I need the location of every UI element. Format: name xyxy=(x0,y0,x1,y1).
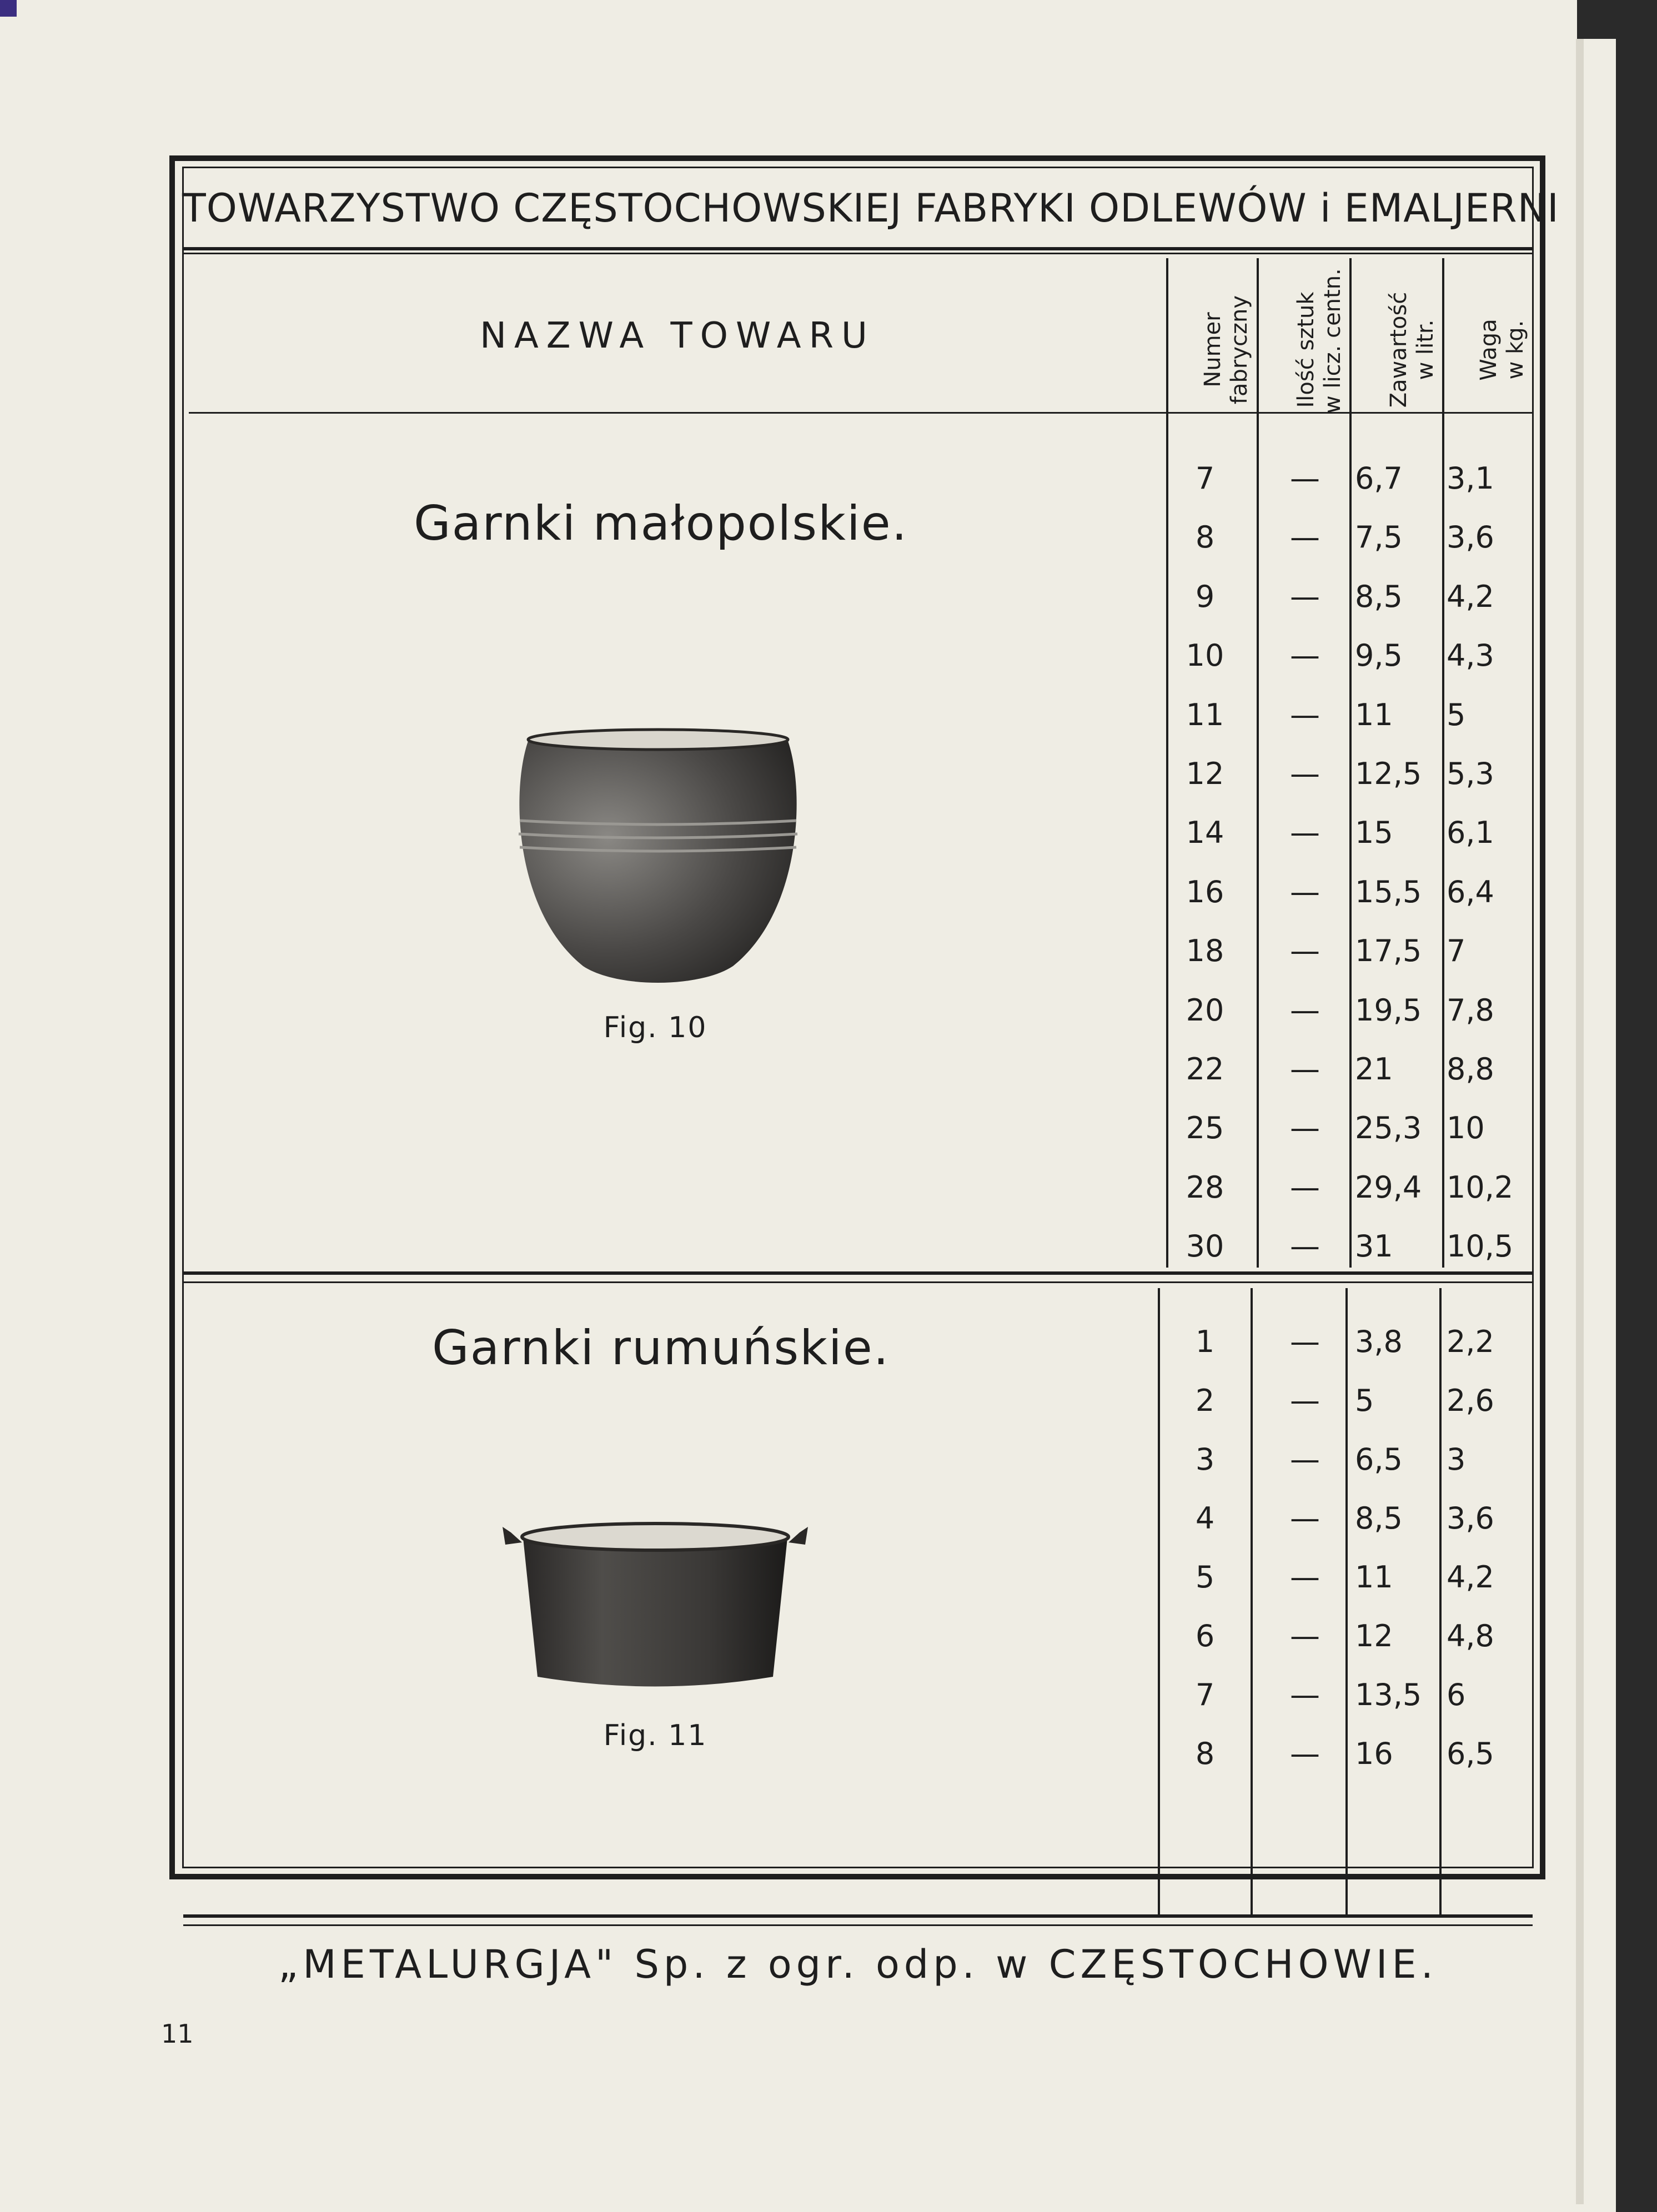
column-header-capacity: Zawartość w litr. xyxy=(1386,291,1438,408)
cell-qty: — xyxy=(1290,697,1320,732)
column-divider-2 xyxy=(1257,258,1259,1268)
figure-caption-11: Fig. 11 xyxy=(603,1719,707,1752)
cell-number: 7 xyxy=(1195,1677,1215,1712)
scan-background-strip xyxy=(1577,0,1657,39)
cell-qty: — xyxy=(1290,638,1320,673)
cell-number: 8 xyxy=(1195,520,1215,555)
section-divider xyxy=(183,1271,1533,1275)
cell-number: 22 xyxy=(1186,1052,1224,1087)
cell-number: 28 xyxy=(1186,1169,1224,1205)
cell-number: 11 xyxy=(1186,697,1224,732)
cell-capacity: 12,5 xyxy=(1355,756,1422,791)
cell-capacity: 19,5 xyxy=(1355,992,1422,1028)
cell-weight: 6 xyxy=(1447,1677,1466,1712)
cell-number: 1 xyxy=(1195,1324,1215,1359)
cell-capacity: 15 xyxy=(1355,815,1393,851)
cell-qty: — xyxy=(1290,1677,1320,1712)
cell-weight: 4,2 xyxy=(1447,1560,1494,1595)
column-divider-3 xyxy=(1349,258,1352,1268)
cell-weight: 10,5 xyxy=(1447,1229,1514,1264)
cell-capacity: 6,7 xyxy=(1355,461,1403,496)
cell-number: 18 xyxy=(1186,933,1224,969)
cell-qty: — xyxy=(1290,874,1320,909)
cell-number: 4 xyxy=(1195,1501,1215,1536)
cell-qty: — xyxy=(1290,1169,1320,1205)
cell-number: 10 xyxy=(1186,638,1224,673)
cell-qty: — xyxy=(1290,520,1320,555)
cell-weight: 8,8 xyxy=(1447,1052,1494,1087)
straight-pot-with-handles-icon xyxy=(500,1510,811,1693)
cell-weight: 3,1 xyxy=(1447,461,1494,496)
cell-qty: — xyxy=(1290,1618,1320,1653)
page-title: TOWARZYSTWO CZĘSTOCHOWSKIEJ FABRYKI ODLEWÓW i EMALJERNI xyxy=(182,185,1559,231)
cell-weight: 2,2 xyxy=(1447,1324,1494,1359)
cell-number: 16 xyxy=(1186,874,1224,909)
section-title-rumunskie: Garnki rumuńskie. xyxy=(431,1320,890,1376)
cell-weight: 10 xyxy=(1447,1110,1485,1146)
round-cooking-pot-icon xyxy=(516,727,800,988)
cell-weight: 7,8 xyxy=(1447,992,1494,1028)
column-header-name: NAZWA TOWARU xyxy=(480,315,875,356)
cell-qty: — xyxy=(1290,1324,1320,1359)
cell-weight: 3,6 xyxy=(1447,520,1494,555)
footer-divider-thin xyxy=(183,1924,1533,1926)
page-edge xyxy=(1576,39,1584,2204)
cell-capacity: 13,5 xyxy=(1355,1677,1422,1712)
cell-capacity: 29,4 xyxy=(1355,1169,1422,1205)
cell-capacity: 11 xyxy=(1355,1560,1393,1595)
cell-number: 9 xyxy=(1195,579,1215,614)
cell-capacity: 21 xyxy=(1355,1052,1393,1087)
cell-qty: — xyxy=(1290,1560,1320,1595)
column-divider-1b xyxy=(1158,1288,1160,1916)
cell-weight: 5 xyxy=(1447,697,1466,732)
cell-qty: — xyxy=(1290,1736,1320,1771)
cell-qty: — xyxy=(1290,579,1320,614)
cell-capacity: 15,5 xyxy=(1355,874,1422,909)
column-divider-4b xyxy=(1439,1288,1442,1916)
cell-capacity: 7,5 xyxy=(1355,520,1403,555)
cell-weight: 4,2 xyxy=(1447,579,1494,614)
cell-weight: 3 xyxy=(1447,1442,1466,1477)
cell-qty: — xyxy=(1290,1110,1320,1146)
footer-company: „METALURGJA" Sp. z ogr. odp. w CZĘSTOCHOWIE. xyxy=(278,1942,1438,1987)
cell-number: 30 xyxy=(1186,1229,1224,1264)
column-divider-4 xyxy=(1442,258,1444,1268)
cell-capacity: 12 xyxy=(1355,1618,1393,1653)
cell-capacity: 6,5 xyxy=(1355,1442,1403,1477)
column-header-quantity: Ilość sztuk w licz. centn. xyxy=(1293,268,1345,414)
cell-capacity: 31 xyxy=(1355,1229,1393,1264)
cell-weight: 6,1 xyxy=(1447,815,1494,851)
cell-weight: 10,2 xyxy=(1447,1169,1514,1205)
cell-qty: — xyxy=(1290,1501,1320,1536)
cell-capacity: 17,5 xyxy=(1355,933,1422,969)
column-divider-2b xyxy=(1251,1288,1253,1916)
cell-number: 7 xyxy=(1195,461,1215,496)
section-divider-thin xyxy=(183,1281,1533,1283)
cell-number: 12 xyxy=(1186,756,1224,791)
cell-capacity: 9,5 xyxy=(1355,638,1403,673)
cell-weight: 5,3 xyxy=(1447,756,1494,791)
cell-qty: — xyxy=(1290,933,1320,969)
title-divider xyxy=(183,247,1533,250)
cell-qty: — xyxy=(1290,461,1320,496)
cell-weight: 4,8 xyxy=(1447,1618,1494,1653)
cell-number: 8 xyxy=(1195,1736,1215,1771)
cell-capacity: 16 xyxy=(1355,1736,1393,1771)
cell-capacity: 11 xyxy=(1355,697,1393,732)
cell-qty: — xyxy=(1290,1052,1320,1087)
cell-qty: — xyxy=(1290,815,1320,851)
column-header-weight: Waga w kg. xyxy=(1476,319,1528,381)
column-divider-3b xyxy=(1345,1288,1348,1916)
cell-qty: — xyxy=(1290,1383,1320,1418)
cell-number: 2 xyxy=(1195,1383,1215,1418)
cell-number: 5 xyxy=(1195,1560,1215,1595)
cell-capacity: 8,5 xyxy=(1355,1501,1403,1536)
cell-weight: 6,4 xyxy=(1447,874,1494,909)
cell-qty: — xyxy=(1290,1229,1320,1264)
title-divider-thin xyxy=(183,253,1533,254)
cell-weight: 4,3 xyxy=(1447,638,1494,673)
cell-weight: 3,6 xyxy=(1447,1501,1494,1536)
column-header-number: Numer fabryczny xyxy=(1200,295,1252,405)
figure-caption-10: Fig. 10 xyxy=(603,1011,707,1044)
scan-corner-mark xyxy=(0,0,17,17)
cell-number: 20 xyxy=(1186,992,1224,1028)
cell-number: 14 xyxy=(1186,815,1224,851)
section-title-malopolskie: Garnki małopolskie. xyxy=(413,496,908,551)
cell-capacity: 8,5 xyxy=(1355,579,1403,614)
cell-number: 6 xyxy=(1195,1618,1215,1653)
cell-weight: 7 xyxy=(1447,933,1466,969)
cell-qty: — xyxy=(1290,992,1320,1028)
cell-weight: 6,5 xyxy=(1447,1736,1494,1771)
cell-capacity: 3,8 xyxy=(1355,1324,1403,1359)
cell-number: 25 xyxy=(1186,1110,1224,1146)
cell-qty: — xyxy=(1290,1442,1320,1477)
footer-divider xyxy=(183,1914,1533,1918)
cell-number: 3 xyxy=(1195,1442,1215,1477)
cell-weight: 2,6 xyxy=(1447,1383,1494,1418)
page-number: 11 xyxy=(161,2019,194,2049)
cell-qty: — xyxy=(1290,756,1320,791)
cell-capacity: 25,3 xyxy=(1355,1110,1422,1146)
cell-capacity: 5 xyxy=(1355,1383,1374,1418)
